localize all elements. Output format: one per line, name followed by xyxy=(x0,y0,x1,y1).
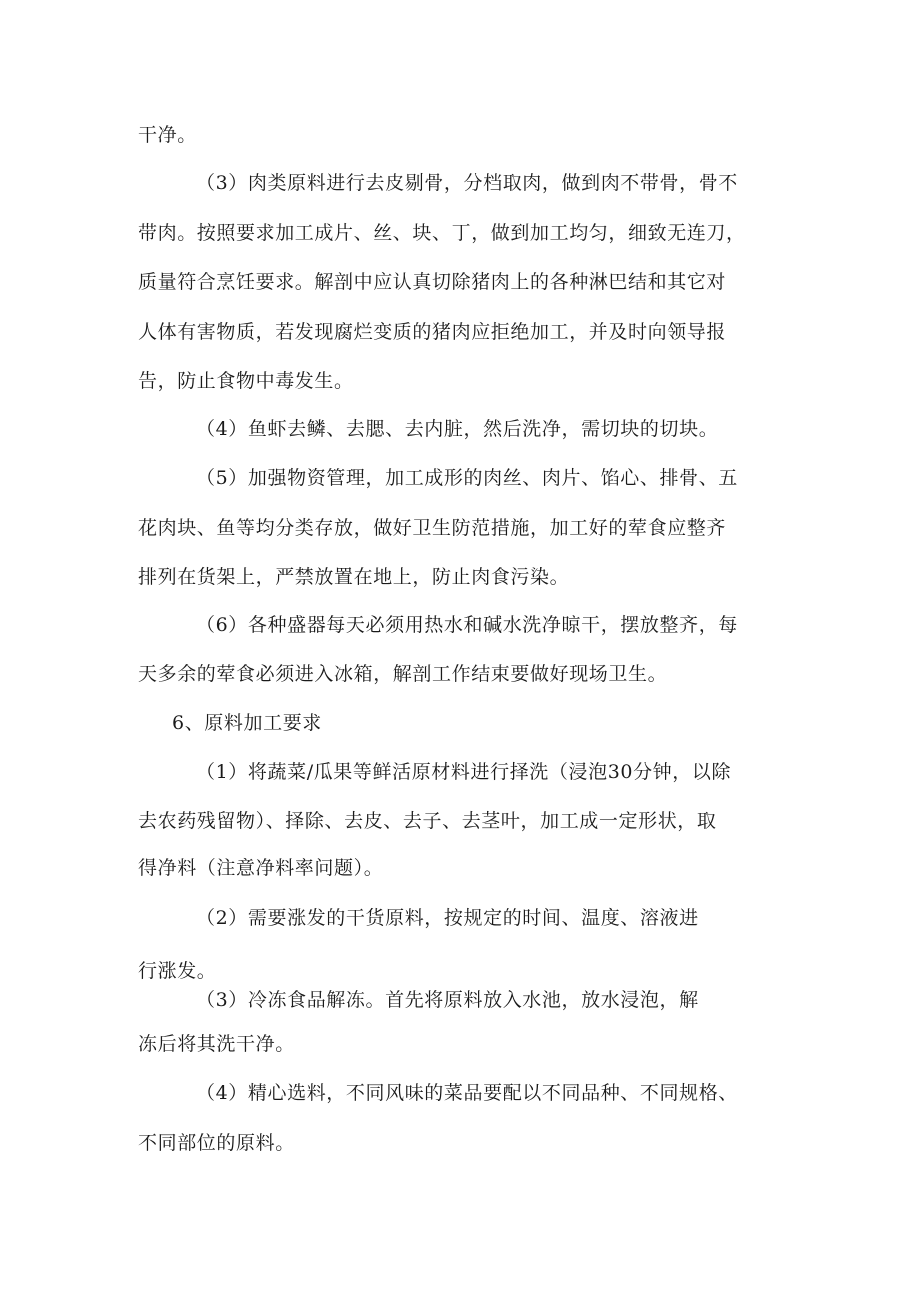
text-line: （4）精心选料，不同风味的菜品要配以不同品种、不同规格、 xyxy=(196,1082,738,1104)
text-line: 天多余的荤食必须进入冰箱，解剖工作结束要做好现场卫生。 xyxy=(138,663,668,685)
text-line: 得净料（注意净料率问题）。 xyxy=(138,857,384,879)
text-line: （4）鱼虾去鳞、去腮、去内脏，然后洗净，需切块的切块。 xyxy=(196,418,719,440)
text-line: 花肉块、鱼等均分类存放，做好卫生防范措施，加工好的荤食应整齐 xyxy=(138,517,727,539)
text-line: 去农药残留物）、择除、去皮、去子、去茎叶，加工成一定形状，取 xyxy=(138,810,717,832)
section-heading: 6、原料加工要求 xyxy=(172,712,322,734)
text-line: 人体有害物质，若发现腐烂变质的猪肉应拒绝加工，并及时向领导报 xyxy=(138,321,727,343)
text-line: （2）需要涨发的干货原料，按规定的时间、温度、溶液进 xyxy=(196,907,699,929)
text-line: 行涨发。 xyxy=(138,960,217,982)
text-line: 冻后将其洗干净。 xyxy=(138,1033,295,1055)
text-line: 排列在货架上，严禁放置在地上，防止肉食污染。 xyxy=(138,566,570,588)
text-line: 带肉。按照要求加工成片、丝、块、丁，做到加工均匀，细致无连刀， xyxy=(138,222,746,244)
text-line: （3）肉类原料进行去皮剔骨，分档取肉，做到肉不带骨，骨不 xyxy=(196,172,738,194)
text-line: 质量符合烹饪要求。解剖中应认真切除猪肉上的各种淋巴结和其它对 xyxy=(138,271,727,293)
text-line: （1）将蔬菜/瓜果等鲜活原材料进行择洗（浸泡30分钟，以除 xyxy=(196,761,732,783)
text-line: （3）冷冻食品解冻。首先将原料放入水池，放水浸泡，解 xyxy=(196,989,699,1011)
text-line: （5）加强物资管理，加工成形的肉丝、肉片、馅心、排骨、五 xyxy=(196,467,738,489)
text-line: 干净。 xyxy=(138,124,197,146)
text-line: 告，防止食物中毒发生。 xyxy=(138,370,354,392)
text-line: 不同部位的原料。 xyxy=(138,1132,295,1154)
text-line: （6）各种盛器每天必须用热水和碱水洗净晾干，摆放整齐，每 xyxy=(196,614,738,636)
